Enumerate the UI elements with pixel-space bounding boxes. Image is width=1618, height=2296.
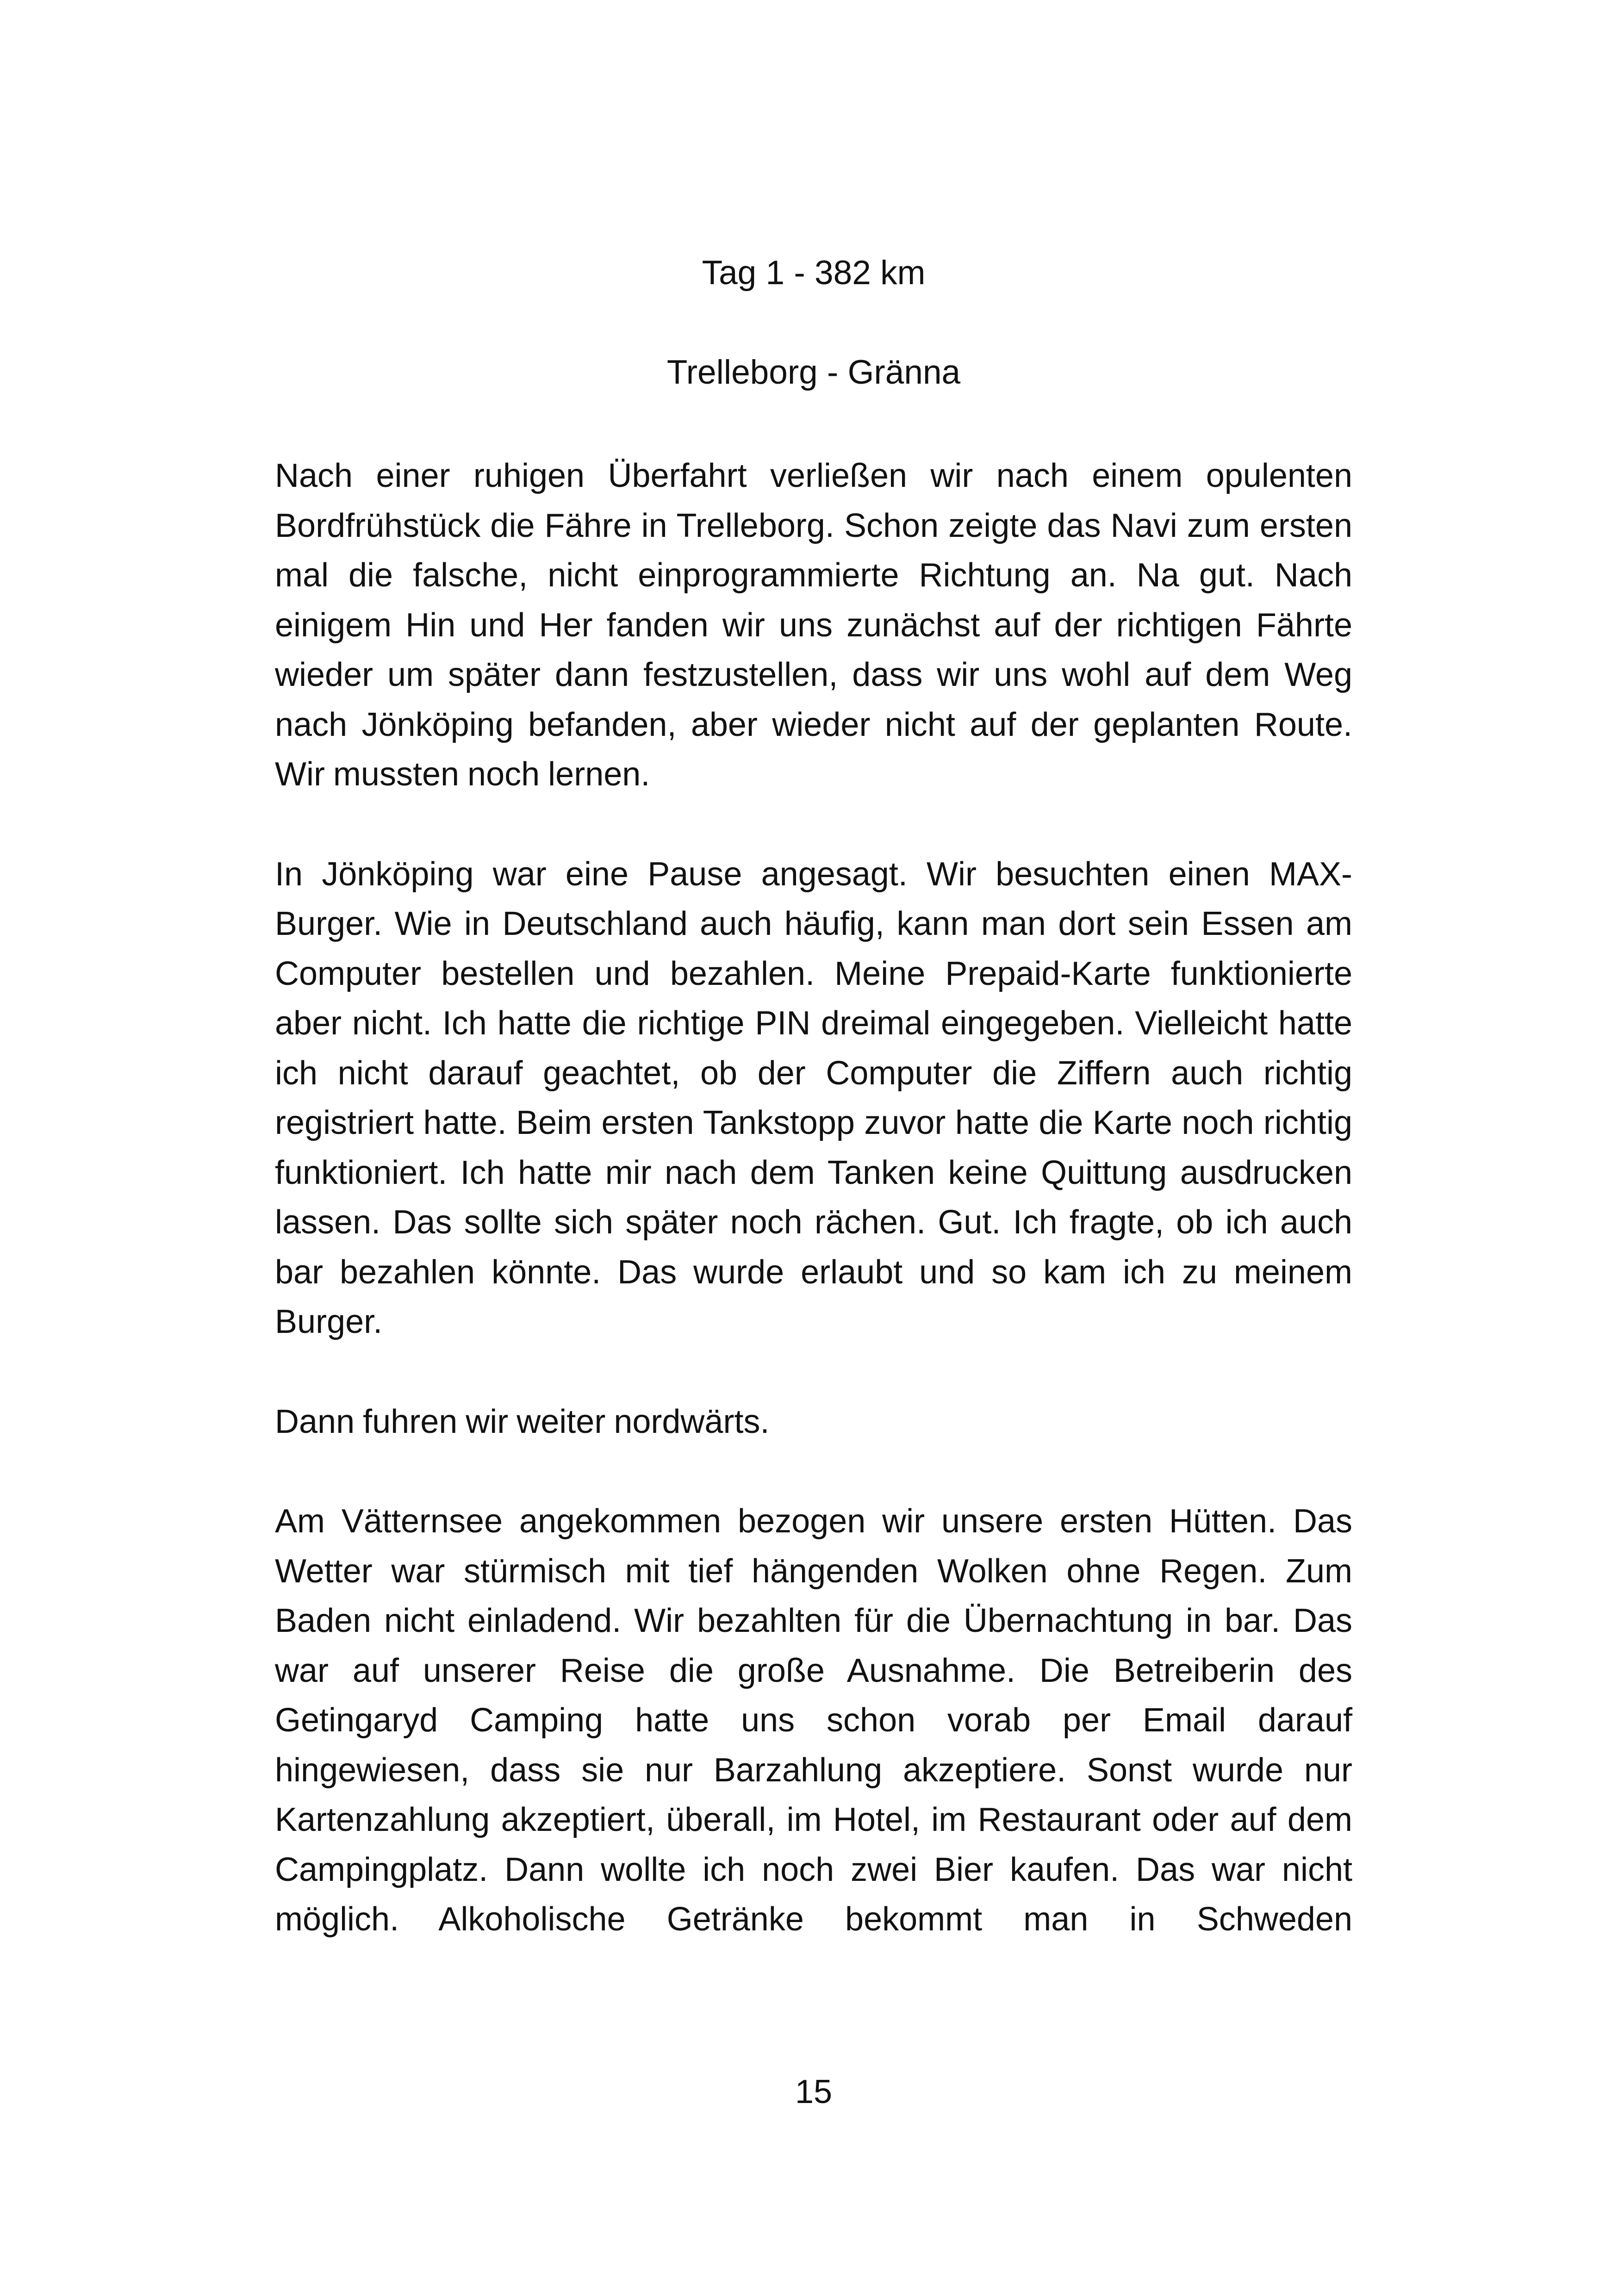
paragraph-3: Dann fuhren wir weiter nordwärts.: [275, 1403, 770, 1440]
paragraph-1: Nach einer ruhigen Überfahrt verließen wir nach einem opulenten Bordfrühstück die Fähre in Trelleborg. Schon zeigte das Navi zum ersten mal die falsche, nicht einprogrammierte Richtung an. Na gut. Nach einigem Hin und Her fanden wir uns zunächst auf der richtigen Fährte wieder um später dann festzustellen, dass wir uns wohl auf dem Weg nach Jönköping befanden, aber wieder nicht auf der geplanten Route. Wir mussten noch lernen.: [275, 457, 1352, 793]
paragraph-4: Am Vätternsee angekommen bezogen wir unsere ersten Hütten. Das Wetter war stürmisch mit tief hängenden Wolken ohne Regen. Zum Baden nicht einladend. Wir bezahlten für die Übernachtung in bar. Das war auf unserer Reise die große Ausnahme. Die Betreiberin des Getingaryd Camping hatte uns schon vorab per Email darauf hingewiesen, dass sie nur Barzahlung akzeptiere. Sonst wurde nur Kartenzahlung akzeptiert, überall, im Hotel, im Restaurant oder auf dem Campingplatz. Dann wollte ich noch zwei Bier kaufen. Das war nicht möglich. Alkoholische Getränke bekommt man in Schweden: [275, 1503, 1352, 1938]
chapter-heading-route: Trelleborg - Gränna: [666, 354, 961, 391]
body-text: [275, 451, 1352, 1995]
page-number: 15: [795, 2073, 833, 2110]
paragraph-2: In Jönköping war eine Pause angesagt. Wir besuchten einen MAX-Burger. Wie in Deutschland auch häufig, kann man dort sein Essen am Computer bestellen und bezahlen. Meine Prepaid-Karte funktionierte aber nicht. Ich hatte die richtige PIN dreimal eingegeben. Vielleicht hatte ich nicht darauf geachtet, ob der Computer die Ziffern auch richtig registriert hatte. Beim ersten Tankstopp zuvor hatte die Karte noch richtig funktioniert. Ich hatte mir nach dem Tanken keine Quittung ausdrucken lassen. Das sollte sich später noch rächen. Gut. Ich fragte, ob ich auch bar bezahlen könnte. Das wurde erlaubt und so kam ich zu meinem Burger.: [275, 855, 1352, 1340]
chapter-heading-day: Tag 1 - 382 km: [702, 254, 926, 292]
